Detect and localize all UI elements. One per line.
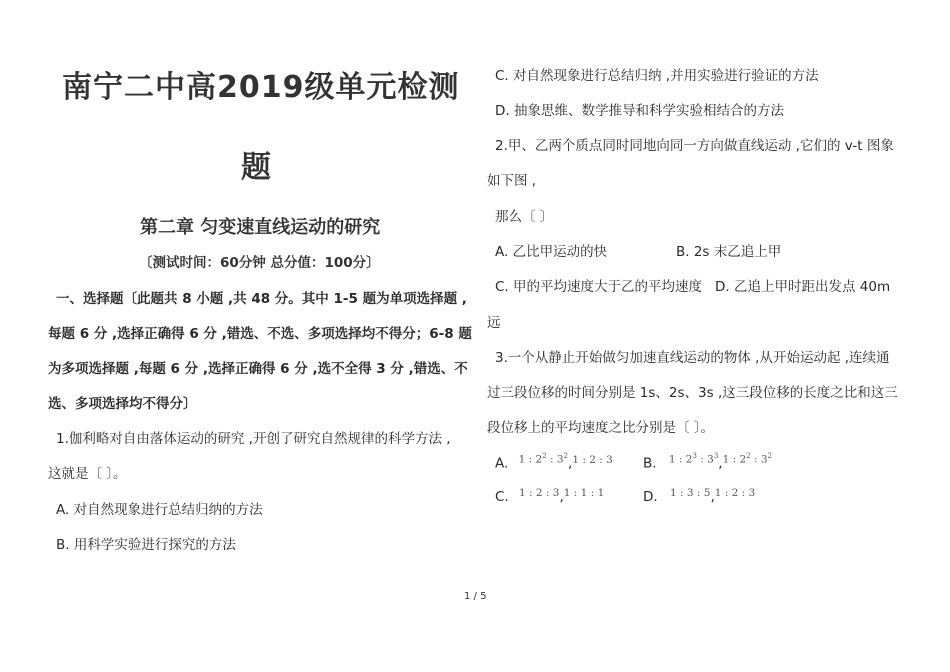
page-title-line1: 南宁二中高2019级单元检测 xyxy=(62,70,460,105)
test-info: 〔测试时间：60分钟 总分值：100分〕 xyxy=(139,255,380,271)
q3-option-a-comma: , xyxy=(568,455,573,472)
q2-stem-line1: 2.甲、乙两个质点同时同地向同一方向做直线运动 ,它们的 v-t 图象 xyxy=(495,138,894,154)
q2-option-a: A. 乙比甲运动的快 xyxy=(495,244,608,260)
q2-option-d-cont: 远 xyxy=(487,315,501,331)
q3-option-b-comma: , xyxy=(718,455,723,472)
q3-option-b xyxy=(643,452,772,472)
q3-option-b-formula1: 1 : $2^3$ : $3^3$ xyxy=(668,452,719,466)
section1-line3: 为多项选择题 ,每题 6 分 ,选择正确得 6 分 ,选不全得 3 分 ,错选、不 xyxy=(48,361,468,377)
chapter-title: 第二章 匀变速直线运动的研究 xyxy=(140,217,381,238)
q2-option-d: D. 乙追上甲时距出发点 40m xyxy=(715,279,891,295)
q2-option-b: B. 2s 末乙追上甲 xyxy=(676,244,782,260)
q1-stem-line2: 这就是〔 〕。 xyxy=(48,466,127,482)
q3-option-c-label: C. xyxy=(495,489,509,505)
q3-option-a-formula1: 1 : $2^2$ : $3^2$ xyxy=(518,452,569,466)
q1-option-b: B. 用科学实验进行探究的方法 xyxy=(56,537,236,553)
q3-option-b-formula2: 1 : $2^2$ : $3^2$ xyxy=(722,452,772,466)
q1-option-c: C. 对自然现象进行总结归纳 ,并用实验进行验证的方法 xyxy=(495,68,819,84)
q1-option-a: A. 对自然现象进行总结归纳的方法 xyxy=(56,502,263,518)
section1-line4: 选、多项选择均不得分〕 xyxy=(48,396,197,412)
q3-option-d-formula1: 1 : 3 : 5 xyxy=(669,487,711,499)
q3-option-c-formula1: 1 : 2 : 3 xyxy=(519,487,560,499)
q1-stem-line1: 1.伽利略对自由落体运动的研究 ,开创了研究自然规律的科学方法 , xyxy=(56,431,451,447)
q2-option-c: C. 甲的平均速度大于乙的平均速度 xyxy=(495,279,703,295)
q1-option-d: D. 抽象思维、数学推导和科学实验相结合的方法 xyxy=(495,103,784,119)
q3-option-c-formula2: 1 : 1 : 1 xyxy=(563,487,605,499)
q3-option-d xyxy=(643,487,755,505)
q3-option-b-label: B. xyxy=(643,455,657,472)
page-number: 1 / 5 xyxy=(464,591,487,602)
q3-stem-line1: 3.一个从静止开始做匀加速直线运动的物体 ,从开始运动起 ,连续通 xyxy=(495,350,890,366)
q3-option-d-formula2: 1 : 2 : 3 xyxy=(714,487,756,499)
q3-stem-line3: 段位移上的平均速度之比分别是〔 〕。 xyxy=(487,420,715,436)
q3-stem-line2: 过三段位移的时间分别是 1s、2s、3s ,这三段位移的长度之比和这三 xyxy=(487,385,898,401)
section1-line1: 一、选择题〔此题共 8 小题 ,共 48 分。其中 1-5 题为单项选择题 , xyxy=(56,291,467,307)
q3-option-a xyxy=(495,452,613,472)
q3-option-d-comma: , xyxy=(710,489,715,505)
q3-option-c-comma: , xyxy=(559,489,564,505)
q2-stem-line2: 如下图 , xyxy=(487,173,537,189)
q3-option-a-label: A. xyxy=(495,455,509,472)
section1-line2: 每题 6 分 ,选择正确得 6 分 ,错选、不选、多项选择均不得分；6-8 题 xyxy=(48,326,472,342)
q3-option-a-formula2: 1 : 2 : 3 xyxy=(572,453,613,466)
page-title-line2: 题 xyxy=(241,150,272,185)
q3-option-c xyxy=(495,487,604,505)
q2-stem-line3: 那么〔 〕 xyxy=(495,209,554,225)
q3-option-d-label: D. xyxy=(643,489,658,505)
